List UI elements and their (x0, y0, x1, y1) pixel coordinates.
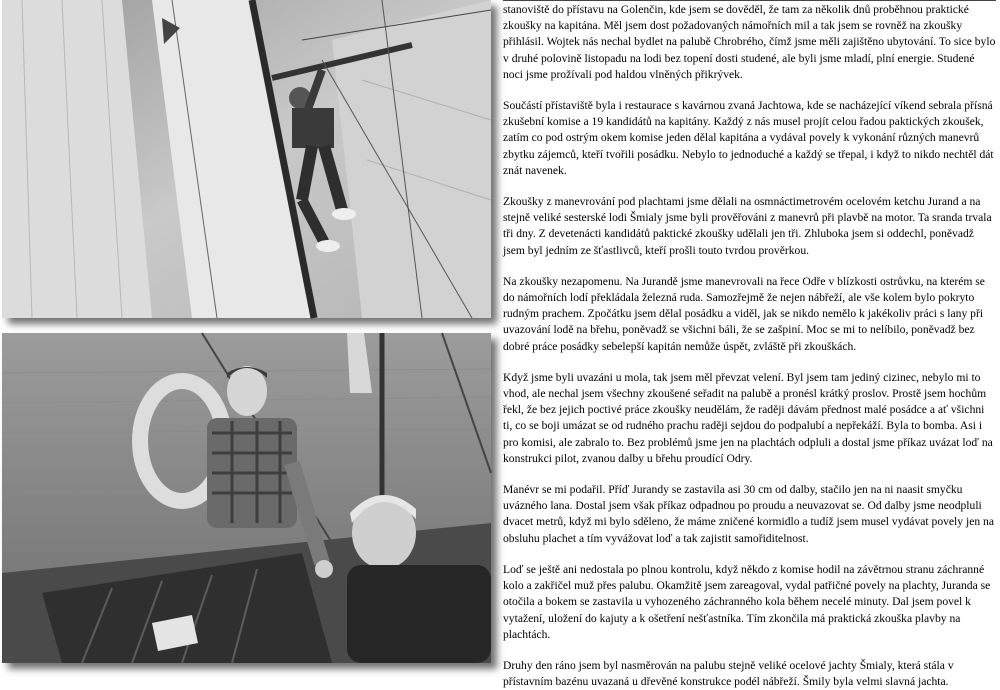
article-text-column (503, 2, 996, 689)
photo-sailor-climbing-mast (2, 0, 491, 318)
paragraph: Součástí přístaviště byla i restaurace s kavárnou zvaná Jachtowa, kde se nacházející víkend sebrala přísná zkušební komise a 19 kandidátů na kapitány. Každý z nás musel projít celou řadou paktických zkoušek, zatím co pod ostrým okem komise jeden dělal kapitána a vydával povely k vykonání různých manevrů zbytku zájemců, kteří tvořili posádku. Nebylo to jednoduché a každý se třepal, i když to nikdo nechtěl dát znát navenek. (503, 99, 994, 177)
paragraph: stanoviště do přístavu na Golenčin, kde jsem se dověděl, že tam za několik dnů proběhnou praktické zkoušky na kapitána. Měl jsem dost požadovaných námořních mil a tak jsem se rovněž na zkoušky přihlásil. Wojtek nás nechal bydlet na palubě Chrobrého, čímž jsme měli zajištěno ubytování. To sice bylo v druhé polovině listopadu na lodi bez topení dosti studené, ale byli jsme mladí, plní energie. Studené noci jsme prožívali pod haldou vlněných přikrývek. (503, 3, 996, 81)
paragraph: Když jsme byli uvazáni u mola, tak jsem měl převzat velení. Byl jsem tam jediný cizinec, nebylo mi to vhod, ale nechal jsem všechny zkoušené seřadit na palubě a pronésl krátký proslov. Prostě jsem hochům řekl, že bez jejich poctivé práce zkoušky neudělám, že raději dávám přednost malé posádce a ať všichni ti, co se boji umázat se od rudného prachu raději sejdou do podpalubí a nepřekáží. Byla to bomba. Asi i pro komisi, ale zabralo to. Bez problémů jsme jen na plachtách odpluli a dostal jsme příkaz uvázat loď na konstrukci pilot, zvanou dalby u břehu proudící Odry. (503, 370, 993, 465)
paragraph: Loď se ještě ani nedostala po plnou kontrolu, když někdo z komise hodil na závětrnou stranu záchranné kolo a zakřičel muž přes palubu. Okamžitě jsem zareagoval, vydal patřičné povely na plachty, Juranda se otočila a bokem se zastavila u vyhozeného záchranného kola během necelé minuty. Dal jsem povel k vytažení, uložení do kajuty a k ošetření nešťastníka. Tím zkončila má praktická zkouška plavby na plachtách. (503, 562, 991, 641)
photo-two-men-on-yacht (2, 333, 491, 663)
paragraph: Na zkoušky nezapomenu. Na Jurandě jsme manevrovali na řece Odře v blízkosti ostrůvku, na kterém se do námořních lodí překládala železná ruda. Samozřejmě že nejen nábřeží, ale vše kolem bylo pokryto rudným prachem. Zpočátku jsem dělal posádku a viděl, jak se nikdo nemělo k jakékoliv práci s lany při uvazování lodě na břehu, poněvadž se všichni báli, že se zašpiní. Moc se mi to nelíbilo, poněvadž bez dobré práce posádky sebelepší kapitán nemůže úspět, zvláště při zkouškách. (503, 274, 985, 353)
paragraph: Manévr se mi podařil. Příď Jurandy se zastavila asi 30 cm od dalby, stačilo jen na ni naasit smyčku uvázného lana. Dostal jsem však příkaz odpadnou po proudu a neuvazovat se. Od dalby jsme neodpluli dvacet metrů, když mi bylo sděleno, že máme zničené kormidlo a tudíž jsem musel vydávat povely jen na obsluhu plachet a tím vyvážovat loď a tak zajistit samořiditelnost. (503, 483, 994, 545)
paragraph: Zkoušky z manevrování pod plachtami jsme dělali na osmnáctimetrovém ocelovém ketchu Jurand a na stejně veliké sesterské lodi Šmialy jsme byli prověřováni z manevrů při plavbě na motor. Ta sranda trvala tři dny. Z devetenácti kandidátů paktické zkoušky udělali jen tři. Zhluboka jsem si oddechl, poněvadž jsem byl jedním ze šťastlivců, kteří prošli touto tvrdou prověrkou. (503, 195, 992, 257)
top-rule (503, 0, 996, 1)
paragraph: Druhy den ráno jsem byl nasměrován na palubu stejně veliké ocelové jachty Šmialy, která stála v přístavním bazénu uvazaná u dřevěné konstrukce podél nábřeží. Šmily byla velmi slavná jachta. (503, 658, 954, 689)
